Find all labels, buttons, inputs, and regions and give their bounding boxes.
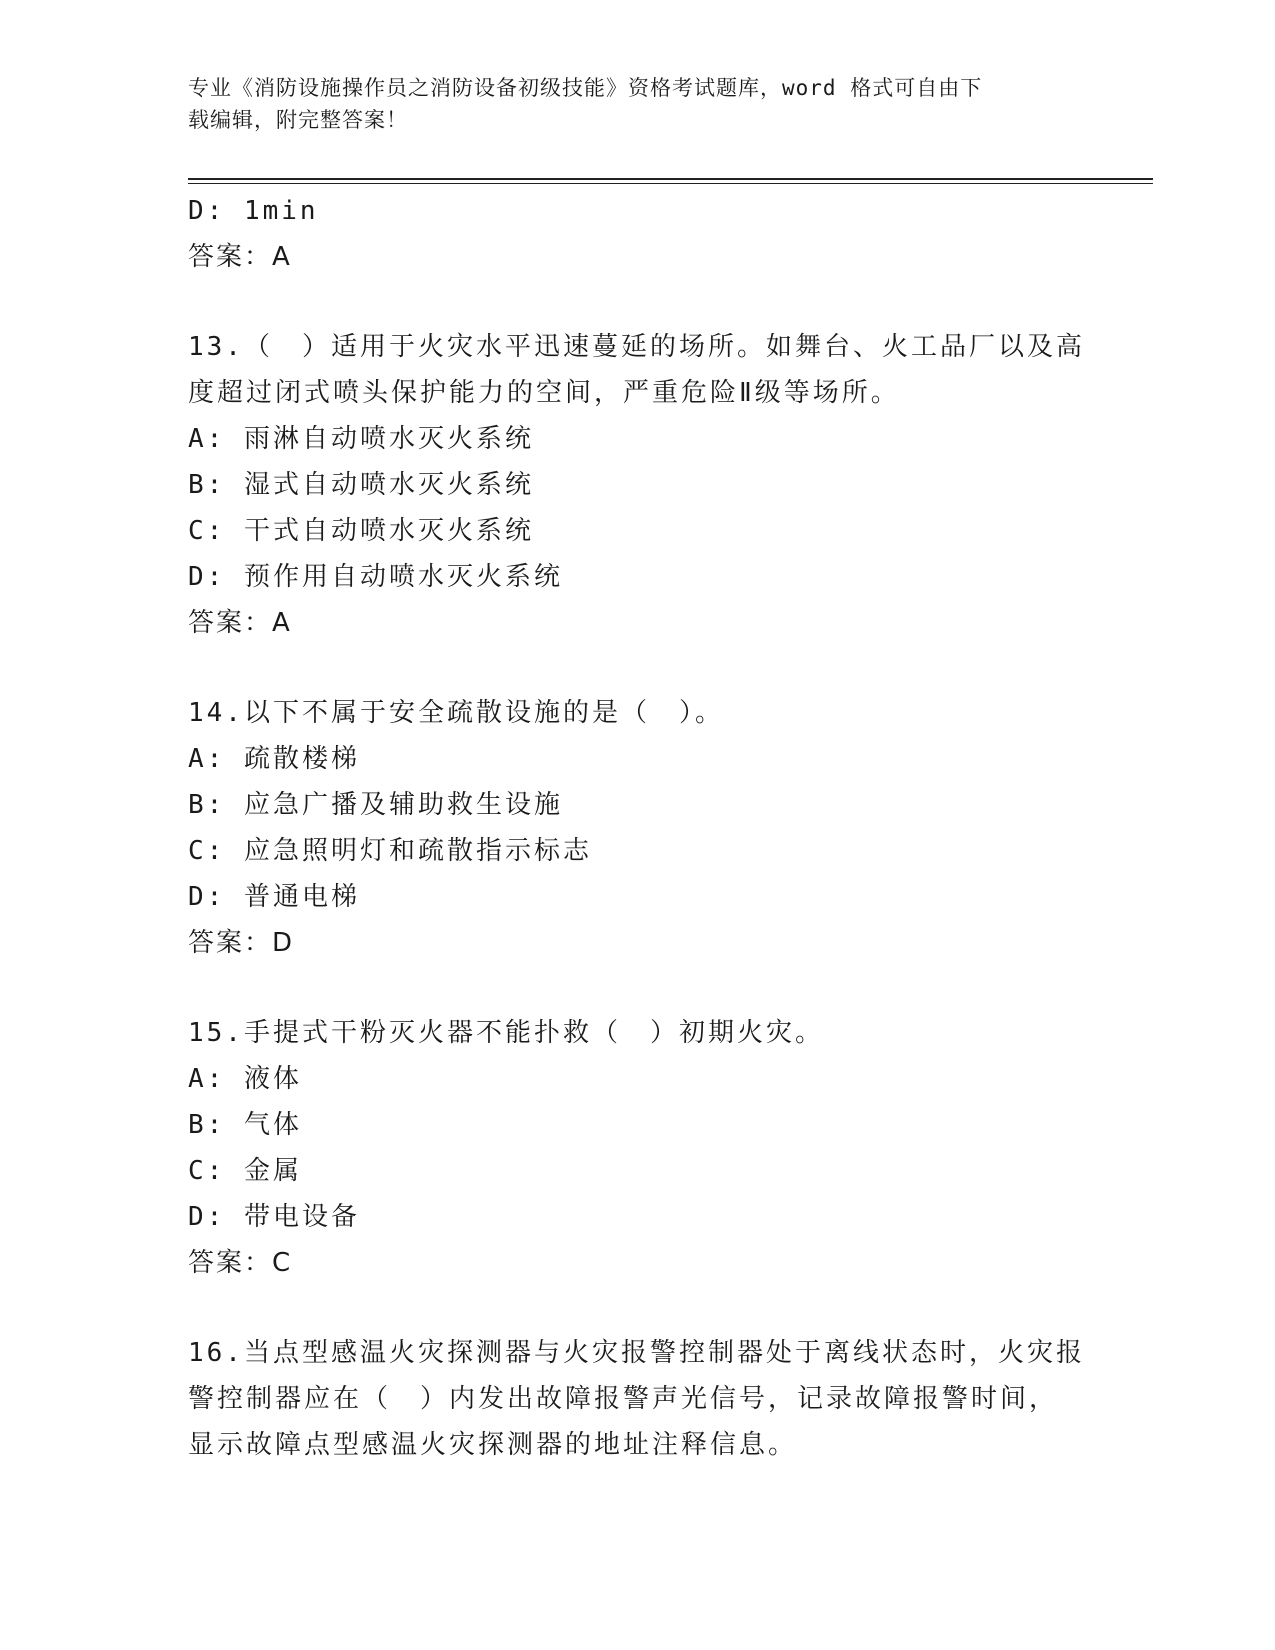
document-body	[188, 188, 1088, 1468]
spacer	[188, 646, 1088, 690]
option-d: D: 预作用自动喷水灭火系统	[188, 562, 563, 592]
option-c: C: 干式自动喷水灭火系统	[188, 516, 534, 546]
question-15	[188, 1010, 1088, 1286]
document-header	[188, 72, 1088, 136]
option-d: D: 普通电梯	[188, 882, 360, 912]
option-b: B: 气体	[188, 1110, 302, 1140]
answer: 答案：C	[188, 1248, 293, 1278]
header-line-1: 专业《消防设施操作员之消防设备初级技能》资格考试题库，word 格式可自由下	[188, 76, 983, 100]
answer: 答案：A	[188, 242, 292, 272]
question-stem-line: 显示故障点型感温火灾探测器的地址注释信息。	[188, 1430, 798, 1460]
spacer	[188, 280, 1088, 324]
option-d: D: 1min	[188, 196, 319, 226]
question-14	[188, 690, 1088, 966]
question-stem-line: 度超过闭式喷头保护能力的空间，严重危险Ⅱ级等场所。	[188, 378, 900, 408]
option-b: B: 湿式自动喷水灭火系统	[188, 470, 534, 500]
header-line-2: 载编辑，附完整答案！	[188, 108, 408, 132]
header-rule-thick	[188, 178, 1153, 180]
option-c: C: 金属	[188, 1156, 302, 1186]
spacer	[188, 1286, 1088, 1330]
option-a: A: 液体	[188, 1064, 302, 1094]
question-stem-line: 13.（ ）适用于火灾水平迅速蔓延的场所。如舞台、火工品厂以及高	[188, 332, 1085, 362]
option-b: B: 应急广播及辅助救生设施	[188, 790, 563, 820]
header-rule-thin	[188, 183, 1153, 184]
question-stem-line: 16.当点型感温火灾探测器与火灾报警控制器处于离线状态时，火灾报	[188, 1338, 1085, 1368]
option-a: A: 疏散楼梯	[188, 744, 360, 774]
question-stem-line: 14.以下不属于安全疏散设施的是（ ）。	[188, 698, 724, 728]
spacer	[188, 966, 1088, 1010]
option-a: A: 雨淋自动喷水灭火系统	[188, 424, 534, 454]
option-c: C: 应急照明灯和疏散指示标志	[188, 836, 592, 866]
answer: 答案：A	[188, 608, 292, 638]
question-stem-line: 15.手提式干粉灭火器不能扑救（ ）初期火灾。	[188, 1018, 824, 1048]
question-13	[188, 324, 1088, 646]
option-d: D: 带电设备	[188, 1202, 360, 1232]
answer: 答案：D	[188, 928, 295, 958]
question-16	[188, 1330, 1088, 1468]
question-stem-line: 警控制器应在（ ）内发出故障报警声光信号，记录故障报警时间，	[188, 1384, 1059, 1414]
